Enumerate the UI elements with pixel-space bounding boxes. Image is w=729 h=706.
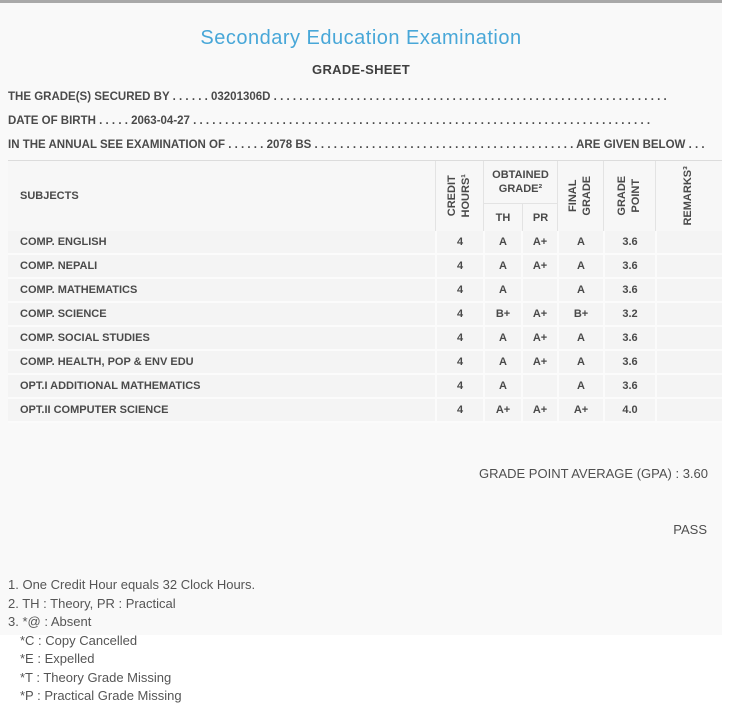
footnotes	[8, 576, 722, 706]
footnote-credit-hours: 1. One Credit Hour equals 32 Clock Hours.	[8, 577, 256, 592]
dotted-fill: . . . . .	[95, 115, 132, 127]
remarks-rotated-label: REMARKS³	[682, 166, 695, 226]
header-remarks	[655, 161, 722, 231]
credit-hours-rotated-label	[446, 174, 474, 217]
obtained-grade-subheaders	[484, 203, 557, 231]
grade-point-cell: 3.6	[603, 375, 655, 397]
table-header-row	[8, 160, 722, 231]
header-final-grade	[557, 161, 603, 231]
th-grade-cell: A	[483, 279, 521, 301]
credit-cell: 4	[435, 231, 483, 253]
grade-point-line1: GRADE	[615, 176, 628, 216]
pr-grade-cell: A+	[521, 399, 557, 421]
credit-hours-line1: CREDIT	[445, 175, 458, 217]
gpa-label: GRADE POINT AVERAGE (GPA) :	[478, 466, 683, 481]
obtained-grade-line1: OBTAINED	[492, 168, 549, 181]
exam-year-value: 2078 BS	[266, 139, 312, 151]
dotted-fill: . . . . . . . . . . . . . . . . . . . . . . . . . . . . . . . . . . . . . . . . . . . . . . . . . . . . . . . . . . . . . . . . . . . . . . . .	[189, 115, 651, 127]
credit-cell: 4	[435, 399, 483, 421]
header-pr: PR	[522, 204, 558, 231]
th-grade-cell: A	[483, 375, 521, 397]
header-th: TH	[495, 211, 511, 224]
info-line-secured-by	[8, 85, 714, 109]
obtained-grade-line2: GRADE²	[498, 183, 543, 195]
grade-point-cell: 3.6	[603, 231, 655, 253]
grade-point-cell: 3.6	[603, 279, 655, 301]
candidate-info	[8, 85, 722, 157]
result-summary	[0, 436, 722, 567]
grade-point-cell: 4.0	[603, 399, 655, 421]
grade-point-cell: 3.6	[603, 351, 655, 373]
table-row	[8, 375, 722, 399]
final-grade-cell: A	[557, 231, 603, 253]
table-row	[8, 327, 722, 351]
table-row	[8, 255, 722, 279]
table-row	[8, 351, 722, 375]
footnote-practical-missing: *P : Practical Grade Missing	[20, 688, 182, 703]
credit-cell: 4	[435, 327, 483, 349]
th-grade-cell: A	[483, 231, 521, 253]
remarks-cell	[655, 399, 722, 421]
pr-grade-cell: A+	[521, 327, 557, 349]
remarks-cell	[655, 231, 722, 253]
grade-point-cell: 3.6	[603, 255, 655, 277]
final-grade-cell: A	[557, 351, 603, 373]
grade-point-line2: POINT	[629, 179, 642, 213]
pr-grade-cell: A+	[521, 231, 557, 253]
footnote-absent: 3. *@ : Absent	[8, 614, 92, 629]
final-grade-cell: A+	[557, 399, 603, 421]
table-row	[8, 303, 722, 327]
table-body	[8, 231, 722, 423]
final-grade-line2: GRADE	[580, 176, 593, 216]
subject-cell: COMP. MATHEMATICS	[8, 279, 435, 301]
th-grade-cell: B+	[483, 303, 521, 325]
credit-hours-line2: HOURS¹	[459, 174, 472, 218]
dotted-fill: . . . . . .	[169, 91, 211, 103]
th-grade-cell: A	[483, 327, 521, 349]
gpa-value: 3.60	[682, 466, 708, 481]
pr-grade-cell: A+	[521, 303, 557, 325]
final-grade-cell: A	[557, 375, 603, 397]
final-grade-cell: A	[557, 255, 603, 277]
pr-grade-cell	[521, 279, 557, 301]
info-line-exam-year	[8, 133, 714, 157]
header-subjects: SUBJECTS	[8, 161, 435, 231]
credit-cell: 4	[435, 351, 483, 373]
final-grade-cell: B+	[557, 303, 603, 325]
credit-cell: 4	[435, 375, 483, 397]
obtained-grade-label	[484, 161, 557, 203]
subject-cell: COMP. NEPALI	[8, 255, 435, 277]
table-row	[8, 279, 722, 303]
footnote-theory-missing: *T : Theory Grade Missing	[20, 669, 172, 685]
footnote-th-pr: 2. TH : Theory, PR : Practical	[8, 595, 176, 611]
final-grade-line1: FINAL	[566, 179, 579, 213]
footnote-expelled: *E : Expelled	[20, 651, 95, 666]
pr-grade-cell: A+	[521, 351, 557, 373]
remarks-cell	[655, 279, 722, 301]
remarks-cell	[655, 255, 722, 277]
exam-year-label: IN THE ANNUAL SEE EXAMINATION OF	[8, 139, 226, 151]
final-grade-rotated-label	[567, 176, 595, 216]
grade-point-rotated-label	[616, 176, 644, 216]
header-obtained-grade	[483, 161, 557, 231]
pr-grade-cell: A+	[521, 255, 557, 277]
remarks-cell	[655, 351, 722, 373]
dotted-fill: . . . . . . . . . . . . . . . . . . . . . . . . . . . . . . . . . . . . . . . . . . . . . . . . . . . . . . . . . . . . . .	[270, 91, 667, 103]
grades-table	[8, 160, 722, 423]
subject-cell: COMP. SCIENCE	[8, 303, 435, 325]
table-row	[8, 231, 722, 255]
subject-cell: COMP. SOCIAL STUDIES	[8, 327, 435, 349]
table-row	[8, 399, 722, 423]
gpa-line	[0, 466, 722, 481]
dotted-fill: . . . . . . . . . . . . . . . . . . . . . . . . . . . . . . . . . . . . . . . . .	[311, 139, 574, 151]
dotted-fill: . . . . . .	[225, 139, 267, 151]
remarks-cell	[655, 327, 722, 349]
credit-cell: 4	[435, 255, 483, 277]
pr-grade-cell	[521, 375, 557, 397]
th-grade-cell: A	[483, 255, 521, 277]
footnote-copy-cancelled: *C : Copy Cancelled	[20, 632, 138, 648]
header-credit-hours	[435, 161, 483, 231]
subject-cell: COMP. ENGLISH	[8, 231, 435, 253]
credit-cell: 4	[435, 279, 483, 301]
are-given-below-label: ARE GIVEN BELOW . . .	[573, 139, 705, 151]
result-status: PASS	[673, 522, 707, 537]
header-grade-point	[603, 161, 655, 231]
grade-point-cell: 3.6	[603, 327, 655, 349]
remarks-cell	[655, 303, 722, 325]
th-grade-cell: A+	[483, 399, 521, 421]
subject-cell: COMP. HEALTH, POP & ENV EDU	[8, 351, 435, 373]
secured-by-label: THE GRADE(S) SECURED BY	[8, 91, 170, 103]
grade-point-cell: 3.2	[603, 303, 655, 325]
grade-sheet-subtitle: GRADE-SHEET	[312, 62, 410, 77]
credit-cell: 4	[435, 303, 483, 325]
final-grade-cell: A	[557, 327, 603, 349]
page-title: Secondary Education Examination	[200, 27, 522, 49]
th-grade-cell: A	[483, 351, 521, 373]
subject-cell: OPT.II COMPUTER SCIENCE	[8, 399, 435, 421]
final-grade-cell: A	[557, 279, 603, 301]
symbol-number-value: 03201306D	[211, 91, 271, 103]
subject-cell: OPT.I ADDITIONAL MATHEMATICS	[8, 375, 435, 397]
dob-label: DATE OF BIRTH	[8, 115, 96, 127]
dob-value: 2063-04-27	[131, 115, 190, 127]
info-line-date-of-birth	[8, 109, 714, 133]
remarks-cell	[655, 375, 722, 397]
